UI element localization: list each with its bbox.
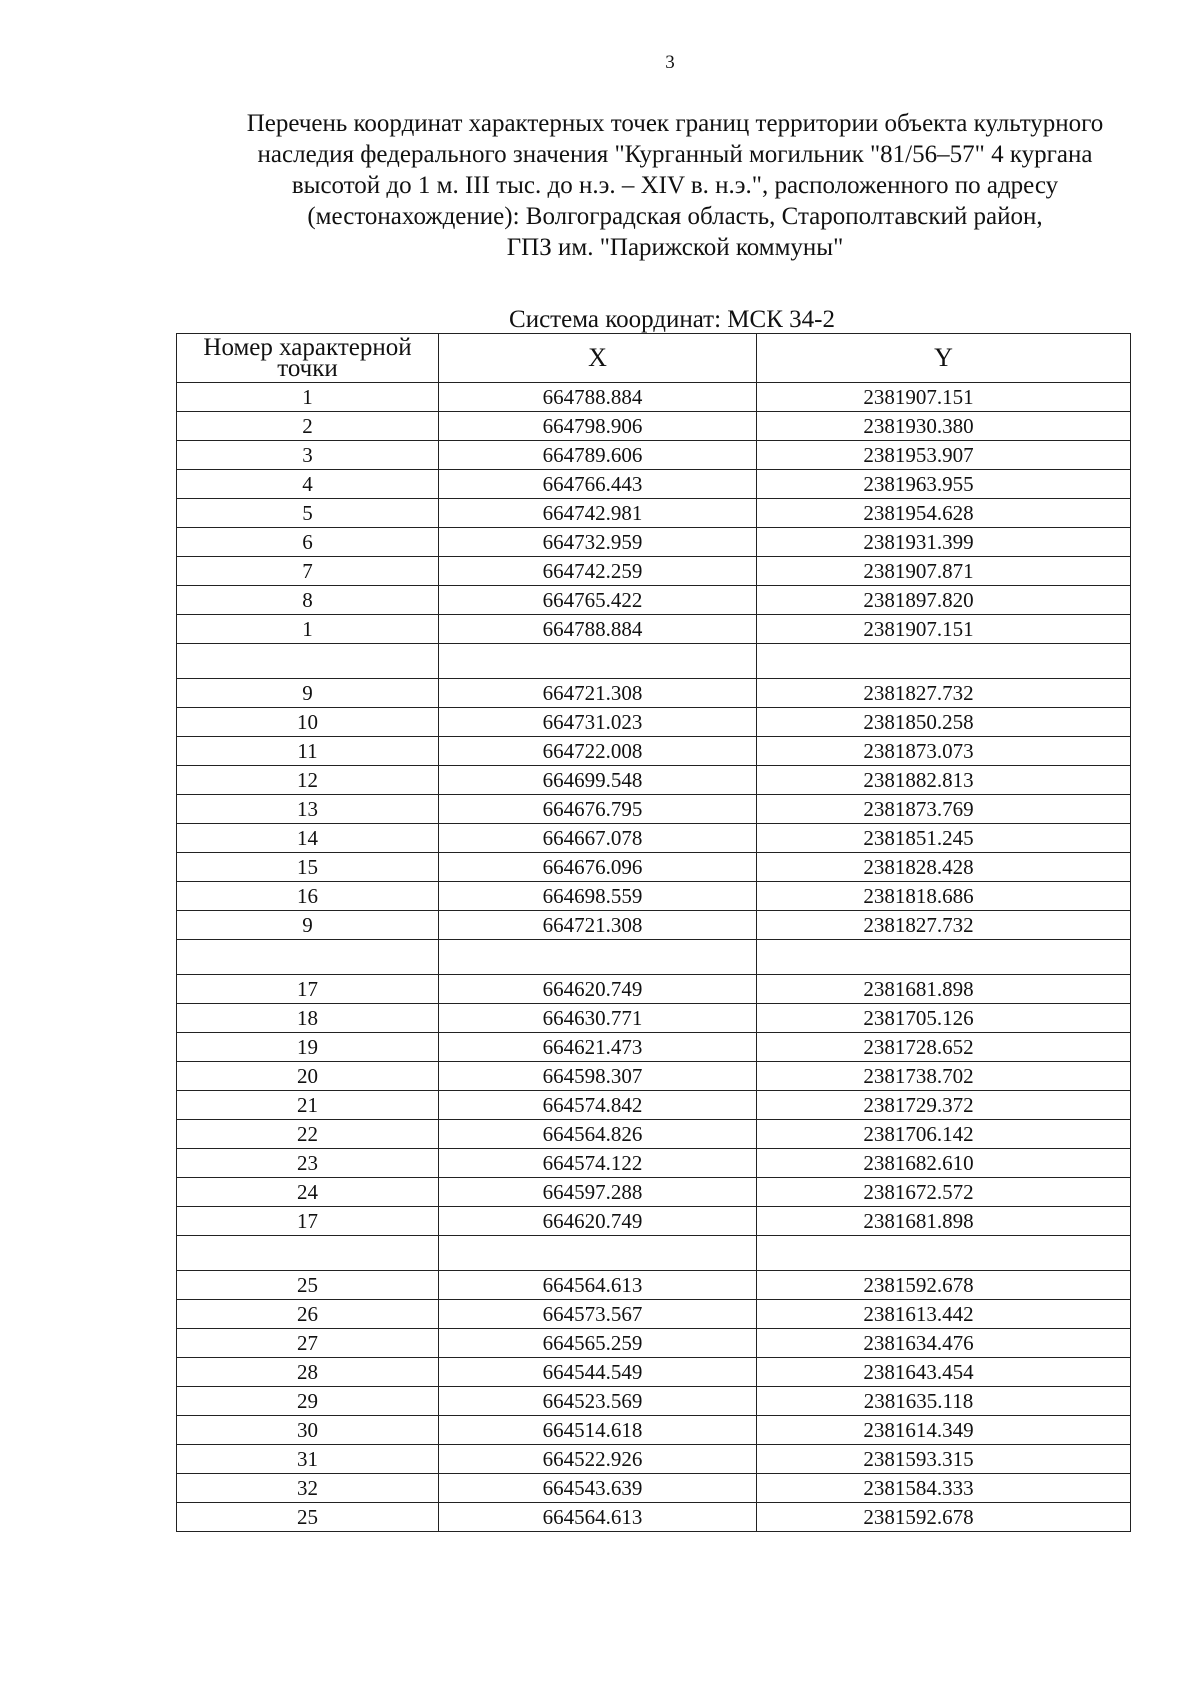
- y-coordinate-cell: 2381584.333: [757, 1474, 1131, 1503]
- table-row: [177, 1149, 1131, 1178]
- x-coordinate-cell: 664676.795: [439, 795, 757, 824]
- empty-cell: [439, 940, 757, 975]
- table-row: [177, 1271, 1131, 1300]
- x-coordinate-cell: 664722.008: [439, 737, 757, 766]
- x-coordinate-cell: 664564.826: [439, 1120, 757, 1149]
- table-row: [177, 1387, 1131, 1416]
- y-coordinate-cell: 2381873.073: [757, 737, 1131, 766]
- y-coordinate-cell: 2381897.820: [757, 586, 1131, 615]
- table-row: [177, 708, 1131, 737]
- y-coordinate-cell: 2381963.955: [757, 470, 1131, 499]
- table-row: [177, 824, 1131, 853]
- y-coordinate-cell: 2381729.372: [757, 1091, 1131, 1120]
- x-coordinate-cell: 664798.906: [439, 412, 757, 441]
- x-coordinate-cell: 664667.078: [439, 824, 757, 853]
- point-number-cell: 9: [177, 911, 439, 940]
- header-x: X: [439, 334, 757, 383]
- point-number-cell: 7: [177, 557, 439, 586]
- x-coordinate-cell: 664699.548: [439, 766, 757, 795]
- separator-row: [177, 940, 1131, 975]
- point-number-cell: 20: [177, 1062, 439, 1091]
- table-row: [177, 441, 1131, 470]
- x-coordinate-cell: 664574.122: [439, 1149, 757, 1178]
- point-number-cell: 9: [177, 679, 439, 708]
- y-coordinate-cell: 2381873.769: [757, 795, 1131, 824]
- point-number-cell: 25: [177, 1271, 439, 1300]
- y-coordinate-cell: 2381682.610: [757, 1149, 1131, 1178]
- point-number-cell: 1: [177, 383, 439, 412]
- table-row: [177, 1503, 1131, 1532]
- x-coordinate-cell: 664574.842: [439, 1091, 757, 1120]
- x-coordinate-cell: 664620.749: [439, 1207, 757, 1236]
- table-row: [177, 1300, 1131, 1329]
- y-coordinate-cell: 2381706.142: [757, 1120, 1131, 1149]
- document-title: [175, 108, 1175, 263]
- x-coordinate-cell: 664620.749: [439, 975, 757, 1004]
- y-coordinate-cell: 2381907.151: [757, 383, 1131, 412]
- point-number-cell: 17: [177, 975, 439, 1004]
- point-number-cell: 30: [177, 1416, 439, 1445]
- y-coordinate-cell: 2381728.652: [757, 1033, 1131, 1062]
- page-number: 3: [665, 52, 675, 73]
- point-number-cell: 19: [177, 1033, 439, 1062]
- point-number-cell: 1: [177, 615, 439, 644]
- y-coordinate-cell: 2381850.258: [757, 708, 1131, 737]
- table-row: [177, 766, 1131, 795]
- x-coordinate-cell: 664514.618: [439, 1416, 757, 1445]
- x-coordinate-cell: 664621.473: [439, 1033, 757, 1062]
- table-row: [177, 1178, 1131, 1207]
- x-coordinate-cell: 664765.422: [439, 586, 757, 615]
- point-number-cell: 11: [177, 737, 439, 766]
- point-number-cell: 2: [177, 412, 439, 441]
- x-coordinate-cell: 664564.613: [439, 1503, 757, 1532]
- y-coordinate-cell: 2381681.898: [757, 1207, 1131, 1236]
- x-coordinate-cell: 664565.259: [439, 1329, 757, 1358]
- y-coordinate-cell: 2381592.678: [757, 1271, 1131, 1300]
- point-number-cell: 28: [177, 1358, 439, 1387]
- x-coordinate-cell: 664788.884: [439, 615, 757, 644]
- table-row: [177, 615, 1131, 644]
- empty-cell: [757, 644, 1131, 679]
- point-number-cell: 4: [177, 470, 439, 499]
- separator-row: [177, 1236, 1131, 1271]
- x-coordinate-cell: 664732.959: [439, 528, 757, 557]
- point-number-cell: 25: [177, 1503, 439, 1532]
- empty-cell: [177, 940, 439, 975]
- x-coordinate-cell: 664544.549: [439, 1358, 757, 1387]
- table-row: [177, 383, 1131, 412]
- table-row: [177, 557, 1131, 586]
- y-coordinate-cell: 2381705.126: [757, 1004, 1131, 1033]
- y-coordinate-cell: 2381738.702: [757, 1062, 1131, 1091]
- coordinates-table-body: [177, 383, 1131, 1532]
- y-coordinate-cell: 2381882.813: [757, 766, 1131, 795]
- x-coordinate-cell: 664598.307: [439, 1062, 757, 1091]
- x-coordinate-cell: 664731.023: [439, 708, 757, 737]
- point-number-cell: 21: [177, 1091, 439, 1120]
- table-row: [177, 1474, 1131, 1503]
- title-line: наследия федерального значения "Курганный могильник "81/56–57" 4 кургана: [257, 141, 1093, 168]
- table-row: [177, 1445, 1131, 1474]
- x-coordinate-cell: 664742.981: [439, 499, 757, 528]
- point-number-cell: 6: [177, 528, 439, 557]
- y-coordinate-cell: 2381931.399: [757, 528, 1131, 557]
- x-coordinate-cell: 664543.639: [439, 1474, 757, 1503]
- x-coordinate-cell: 664698.559: [439, 882, 757, 911]
- x-coordinate-cell: 664789.606: [439, 441, 757, 470]
- point-number-cell: 29: [177, 1387, 439, 1416]
- y-coordinate-cell: 2381930.380: [757, 412, 1131, 441]
- x-coordinate-cell: 664564.613: [439, 1271, 757, 1300]
- y-coordinate-cell: 2381592.678: [757, 1503, 1131, 1532]
- point-number-cell: 3: [177, 441, 439, 470]
- x-coordinate-cell: 664766.443: [439, 470, 757, 499]
- table-row: [177, 499, 1131, 528]
- table-row: [177, 1358, 1131, 1387]
- table-row: [177, 470, 1131, 499]
- table-row: [177, 1329, 1131, 1358]
- point-number-cell: 24: [177, 1178, 439, 1207]
- empty-cell: [177, 1236, 439, 1271]
- table-row: [177, 975, 1131, 1004]
- table-row: [177, 528, 1131, 557]
- table-row: [177, 1062, 1131, 1091]
- point-number-cell: 17: [177, 1207, 439, 1236]
- point-number-cell: 31: [177, 1445, 439, 1474]
- y-coordinate-cell: 2381907.871: [757, 557, 1131, 586]
- empty-cell: [439, 644, 757, 679]
- title-line: высотой до 1 м. III тыс. до н.э. – XIV в. н.э.", расположенного по адресу: [291, 172, 1059, 199]
- y-coordinate-cell: 2381593.315: [757, 1445, 1131, 1474]
- point-number-cell: 32: [177, 1474, 439, 1503]
- header-point-number: Номер характерной точки: [177, 334, 439, 383]
- y-coordinate-cell: 2381614.349: [757, 1416, 1131, 1445]
- x-coordinate-cell: 664597.288: [439, 1178, 757, 1207]
- empty-cell: [439, 1236, 757, 1271]
- empty-cell: [757, 940, 1131, 975]
- y-coordinate-cell: 2381635.118: [757, 1387, 1131, 1416]
- table-row: [177, 1120, 1131, 1149]
- empty-cell: [757, 1236, 1131, 1271]
- y-coordinate-cell: 2381613.442: [757, 1300, 1131, 1329]
- point-number-cell: 10: [177, 708, 439, 737]
- separator-row: [177, 644, 1131, 679]
- y-coordinate-cell: 2381954.628: [757, 499, 1131, 528]
- table-row: [177, 679, 1131, 708]
- x-coordinate-cell: 664742.259: [439, 557, 757, 586]
- y-coordinate-cell: 2381828.428: [757, 853, 1131, 882]
- x-coordinate-cell: 664721.308: [439, 911, 757, 940]
- y-coordinate-cell: 2381827.732: [757, 911, 1131, 940]
- table-row: [177, 586, 1131, 615]
- table-row: [177, 795, 1131, 824]
- point-number-cell: 14: [177, 824, 439, 853]
- y-coordinate-cell: 2381907.151: [757, 615, 1131, 644]
- empty-cell: [177, 644, 439, 679]
- table-row: [177, 412, 1131, 441]
- table-row: [177, 1416, 1131, 1445]
- point-number-cell: 8: [177, 586, 439, 615]
- x-coordinate-cell: 664630.771: [439, 1004, 757, 1033]
- y-coordinate-cell: 2381851.245: [757, 824, 1131, 853]
- coordinate-system-label: Система координат: МСК 34-2: [509, 306, 835, 333]
- table-row: [177, 1207, 1131, 1236]
- point-number-cell: 16: [177, 882, 439, 911]
- point-number-cell: 15: [177, 853, 439, 882]
- y-coordinate-cell: 2381634.476: [757, 1329, 1131, 1358]
- table-row: [177, 1004, 1131, 1033]
- point-number-cell: 18: [177, 1004, 439, 1033]
- table-row: [177, 737, 1131, 766]
- y-coordinate-cell: 2381672.572: [757, 1178, 1131, 1207]
- x-coordinate-cell: 664721.308: [439, 679, 757, 708]
- x-coordinate-cell: 664573.567: [439, 1300, 757, 1329]
- table-row: [177, 1033, 1131, 1062]
- x-coordinate-cell: 664522.926: [439, 1445, 757, 1474]
- point-number-cell: 27: [177, 1329, 439, 1358]
- point-number-cell: 23: [177, 1149, 439, 1178]
- table-row: [177, 853, 1131, 882]
- y-coordinate-cell: 2381953.907: [757, 441, 1131, 470]
- x-coordinate-cell: 664523.569: [439, 1387, 757, 1416]
- coordinates-table: [176, 333, 1131, 1532]
- point-number-cell: 26: [177, 1300, 439, 1329]
- point-number-cell: 12: [177, 766, 439, 795]
- y-coordinate-cell: 2381681.898: [757, 975, 1131, 1004]
- point-number-cell: 22: [177, 1120, 439, 1149]
- title-line: ГПЗ им. "Парижской коммуны": [506, 234, 844, 261]
- x-coordinate-cell: 664676.096: [439, 853, 757, 882]
- table-header-row: [177, 334, 1131, 383]
- y-coordinate-cell: 2381643.454: [757, 1358, 1131, 1387]
- table-row: [177, 911, 1131, 940]
- table-row: [177, 1091, 1131, 1120]
- point-number-cell: 5: [177, 499, 439, 528]
- title-line: (местонахождение): Волгоградская область, Старополтавский район,: [307, 203, 1043, 230]
- header-y: Y: [757, 334, 1131, 383]
- x-coordinate-cell: 664788.884: [439, 383, 757, 412]
- point-number-cell: 13: [177, 795, 439, 824]
- table-row: [177, 882, 1131, 911]
- y-coordinate-cell: 2381818.686: [757, 882, 1131, 911]
- title-line: Перечень координат характерных точек границ территории объекта культурного: [246, 110, 1104, 137]
- y-coordinate-cell: 2381827.732: [757, 679, 1131, 708]
